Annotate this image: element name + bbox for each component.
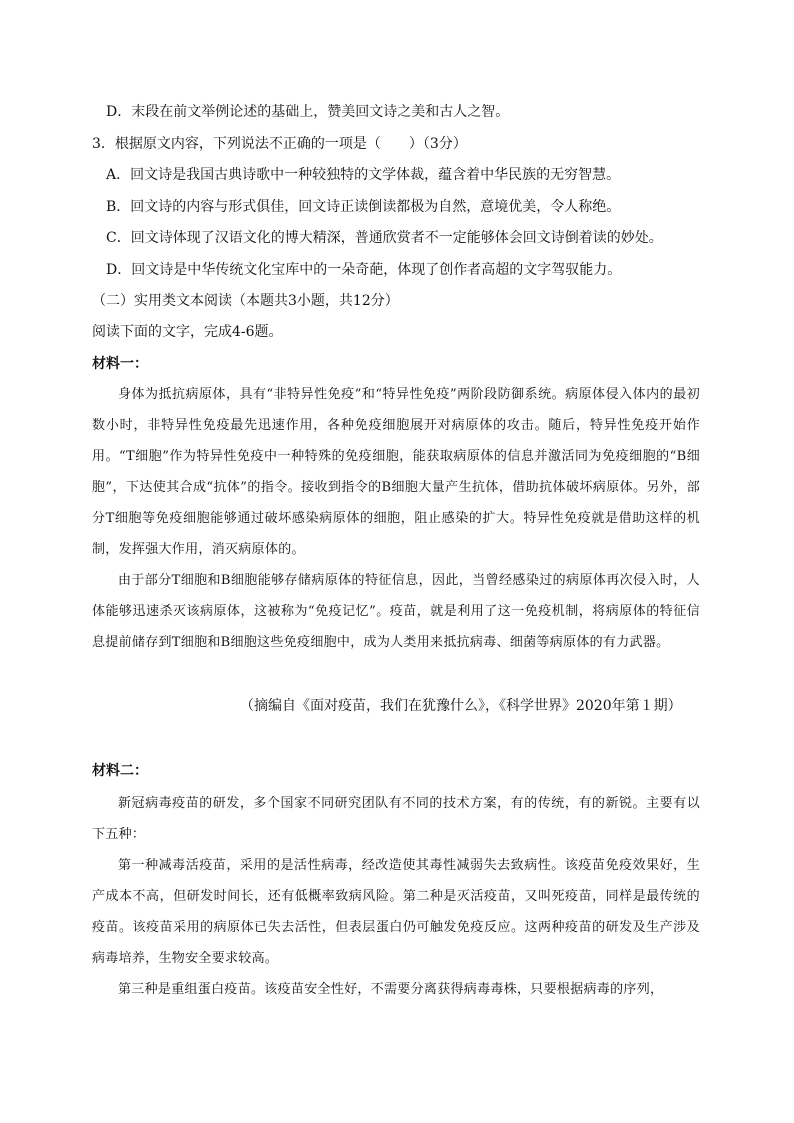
material-1-paragraph: 身体为抵抗病原体，具有“非特异性免疫”和“特异性免疫”两阶段防御系统。病原体侵入体内的最初数小时，非特异性免疫最先迅速作用，各种免疫细胞展开对病原体的攻击。随后，特异性免疫开始作用。“T细胞”作为特异性免疫中一种特殊的免疫细胞，能获取病原体的信息并激活同为免疫细胞的“B细胞”，下达使其合成“抗体”的指令。接收到指令的B细胞大量产生抗体，借助抗体破坏病原体。另外，部分T细胞等免疫细胞能够通过破坏感染病原体的细胞，阻止感染的扩大。特异性免疫就是借助这样的机制，发挥强大作用，消灭病原体的。 [92,387,700,557]
section-2-instruction: 阅读下面的文字，完成4-6题。 [92,324,283,340]
material-1-body [92,379,700,658]
material-1-paragraph: 由于部分T细胞和B细胞能够存储病原体的特征信息，因此，当曾经感染过的病原体再次侵入时，人体能够迅速杀灭该病原体，这被称为“免疫记忆”。疫苗，就是利用了这一免疫机制，将病原体的特征信息提前储存到T细胞和B细胞这些免疫细胞中，成为人类用来抵抗病毒、细菌等病原体的有力武器。 [92,573,700,650]
q3-option-a: A．回文诗是我国古典诗歌中一种较独特的文学体裁，蕴含着中华民族的无穷智慧。 [106,167,621,183]
question-3-stem: 3．根据原文内容，下列说法不正确的一项是（ ）（3分） [92,136,467,152]
q3-option-c: C．回文诗体现了汉语文化的博大精深，普通欣赏者不一定能够体会回文诗倒着读的妙处。 [106,230,663,246]
material-2-paragraph: 新冠病毒疫苗的研发，多个国家不同研究团队有不同的技术方案，有的传统，有的新锐。主要有以下五种： [92,796,700,842]
material-2-paragraph: 第一种减毒活疫苗，采用的是活性病毒，经改造使其毒性减弱失去致病性。该疫苗免疫效果好，生产成本不高，但研发时间长，还有低概率致病风险。第二种是灭活疫苗，又叫死疫苗，同样是最传统的疫苗。该疫苗采用的病原体已失去活性，但表层蛋白仍可触发免疫反应。这两种疫苗的研发及生产涉及病毒培养，生物安全要求较高。 [92,858,700,966]
material-2-heading: 材料二： [92,763,148,779]
q3-option-b: B．回文诗的内容与形式俱佳，回文诗正读倒读都极为自然，意境优美，令人称绝。 [106,199,621,215]
section-2-title: （二）实用类文本阅读（本题共3小题，共12分） [92,293,399,309]
material-1-source: （摘编自《面对疫苗，我们在犹豫什么》，《科学世界》2020年第１期） [240,698,682,714]
q3-option-d: D．回文诗是中华传统文化宝库中的一朵奇葩，体现了创作者高超的文字驾驭能力。 [106,262,622,278]
material-2-body [92,788,700,1005]
material-1-heading: 材料一： [92,356,148,372]
material-2-paragraph: 第三种是重组蛋白疫苗。该疫苗安全性好，不需要分离获得病毒毒株，只要根据病毒的序列， [118,982,664,997]
q2-option-d: D．末段在前文举例论述的基础上，赞美回文诗之美和古人之智。 [106,104,510,120]
